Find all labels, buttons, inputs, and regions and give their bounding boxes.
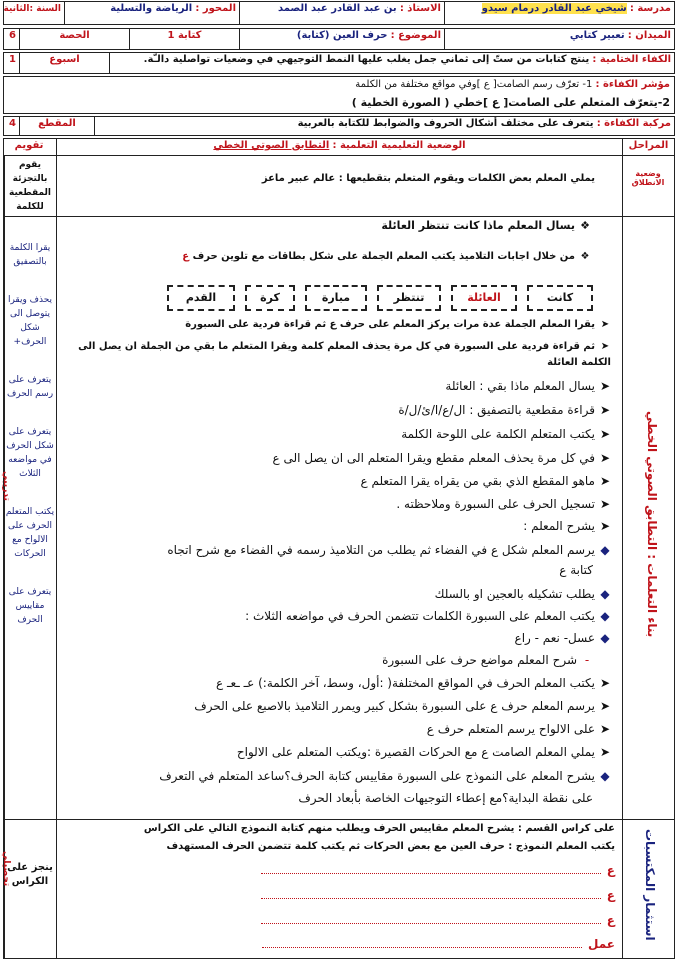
final-competency-cell [109,53,674,73]
school-name: شيخي عبد القادر درمام سيدو [481,3,627,14]
situation-label: الوضعية التعليمية التعلمية : [332,140,466,151]
build-side-tag: تدريبي [1,471,11,501]
indicator-line-1 [355,79,670,90]
build-q1: ❖يسال المعلم ماذا كانت تنتظر العائلة [381,219,590,232]
build-l2b: الكلمة العائلة [547,357,611,368]
launch-eval: يقوم بالتجزئة المقطعية للكلمة [9,160,51,212]
divider-invest [3,819,675,820]
launch-text: يملي المعلم بعض الكلمات ويقوم المتعلم بتقطيعها : عالم عبير ماعز [261,173,595,184]
indicator-2: 2-يتعرّف المتعلم على الصامت[ ع ]خطي ( الصورة الخطية ) [351,96,670,109]
invest-side-tag: تحصيلي [1,851,11,887]
final-competency-text: ينتج كتابات من ستّ إلى ثماني جمل يغلب عليها النمط التوجيهي في وضعيات تواصلية دالـّة. [143,54,590,65]
writing-line [261,898,601,899]
indicator-1: 1- تعرّف رسم الصامت[ ع ]وفي مواقع مختلفة من الكلمة [355,79,593,90]
build-l15: ➤يكتب المعلم الحرف في المواقع المختلفة( :أول، وسط، آخر الكلمة:) عـ ـعـ ع [216,676,611,690]
build-q2: ❖من خلال اجابات التلاميذ يكتب المعلم الجملة على شكل بطاقات مع تلوين حرف ع [182,251,590,262]
letter-highlight: ع [182,251,190,262]
situation-head [56,139,622,155]
word-card: كانت [527,285,593,311]
build-eval-6: يتعرف على مقاييس الحرف [8,587,52,625]
week-num: 1 [9,54,16,65]
topic-value: حرف العين (كتابة) [296,30,388,41]
axis-label: المحور : [195,3,236,14]
build-l8: ➤تسجيل الحرف على السبورة وملاحظته . [396,497,611,511]
writing-line [262,947,582,948]
topic-cell [239,29,444,49]
final-competency-label: الكفاء الختامية : [592,54,671,65]
component-text: يتعرف على مختلف أشكال الحروف والضوابط للكتابة بالعربية [297,118,594,129]
build-l10b: كتابة ع [559,563,593,577]
segment-num-cell [2,117,19,135]
table-head-row [3,138,675,156]
build-eval-column [5,241,55,627]
evaluation-head [2,139,56,155]
teacher-label: الاستاذ : [399,3,441,14]
session-cell [129,29,239,49]
word-card: تنتظر [377,285,441,311]
invest-row-2: ع [261,888,615,902]
build-stage-label: بناء التعلمات : التطابق الصوتي الخطي [645,411,659,638]
evaluation-label: تقويم [14,140,44,151]
invest-text-2: يكتب المعلم النموذج : حرف العين مع بعض الحركات ثم يكتب كلمة تتضمن الحرف المستهدف [166,841,615,852]
word-card: كرة [245,285,295,311]
week-cell [19,53,109,73]
build-l3: ➤يسال المعلم ماذا بقي : العائلة [445,379,611,393]
school-label: مدرسة : [629,3,671,14]
build-l11: ◆يطلب تشكيله بالعجين او بالسلك [434,587,610,601]
year-value: السنة :الثانية [3,4,61,14]
component-row [3,116,675,136]
build-l14: -شرح المعلم مواضع حرف على السبورة [382,653,590,667]
invest-row-4: عمل [262,937,615,951]
lesson-num: 6 [9,30,16,41]
build-l10: ◆يرسم المعلم شكل ع في الفضاء ثم يطلب من التلاميذ رسمه في الفضاء مع شرح اتجاه [167,543,610,557]
invest-text-1: على كراس القسم : يشرح المعلم مقاييس الحرف ويطلب منهم كتابة النموذج التالي على الكراس [143,823,615,834]
build-l18: ➤يملي المعلم الصامت ع مع الحركات القصيرة :ويكتب المتعلم على الالواح [236,745,611,759]
session-value: كتابة 1 [167,30,202,41]
year-cell [2,2,64,24]
build-l2: ➤ثم قراءة فردية على السبورة في كل مرة يحذف المعلم كلمة ويقرا المتعلم ما بقي من الجملة ان يصل الى [78,341,610,352]
lesson-sheet [3,1,675,959]
axis-cell [64,2,239,24]
week-num-cell [2,53,19,73]
launch-stage-label: وضعية الانطلاق [631,169,665,187]
week-label: اسبوع [49,54,80,65]
word-card: القدم [167,285,235,311]
word-card: العائلة [451,285,517,311]
topic-label: الموضوع : [390,30,441,41]
build-eval-2: يحذف ويقرا يتوصل الى شكل الحرف+ [7,295,53,347]
header-row-2 [3,28,675,50]
divider-stages [622,156,623,959]
lesson-label: الحصة [59,30,90,41]
teacher-cell [239,2,444,24]
domain-cell [444,29,674,49]
build-eval-5: يكتب المتعلم الحرف على الالواح مع الحركات [5,507,55,559]
invest-eval: ينجز على الكراس [7,862,53,887]
domain-label: الميدان : [627,30,671,41]
build-l17: ➤على الالواح يرسم المتعلم حرف ع [426,722,611,736]
build-l12: ◆يكتب المعلم على السبورة الكلمات تتضمن الحرف في مواضعه الثلاث : [245,609,610,623]
school-cell [444,2,674,24]
build-l1: ➤يقرا المعلم الجملة عدة مرات يركز المعلم على حرف ع ثم قراءة فردية على السبورة [185,319,610,330]
axis-value: الرياضة والتسلية [110,3,193,14]
lesson-num-cell [2,29,19,49]
build-l6: ➤في كل مرة يحذف المعلم مقطع ويقرا المتعلم الى ان يصل الى ع [272,451,611,465]
domain-value: تعبير كتابي [569,30,625,41]
build-eval-3: يتعرف على رسم الحرف [6,375,54,399]
header-row-1 [3,1,675,25]
invest-stage-label: استثمار المكتسبات [643,829,657,941]
build-eval-4: يتعرف على شكل الحرف في مواضعه الثلاث [6,427,54,479]
build-l16: ➤يرسم المعلم حرف ع على السبورة بشكل كبير ويمرر التلاميذ بالاصبع على الحرف [194,699,611,713]
segment-num: 4 [9,118,16,129]
invest-row-3: ع [261,913,615,927]
component-label: مركبة الكفاءة : [596,118,671,129]
teacher-name: بن عبد القادر عبد الصمد [278,3,397,14]
segment-label: المقطع [38,118,76,129]
situation-value: التطابق الصوتي الخطي [213,140,330,151]
build-l19: ◆يشرح المعلم على النموذج على السبورة مقاييس كتابة الحرف؟ساعد المتعلم في التعرف [159,769,610,783]
final-competency-row [3,52,675,74]
build-l13: ◆عسل- نعم - راع [514,631,610,645]
lesson-cell [19,29,129,49]
stages-head [622,139,674,155]
indicator-label: مؤشر الكفاءة : [595,79,670,90]
invest-row-1: ع [261,863,615,877]
segment-cell [19,117,94,135]
writing-line [261,923,601,924]
indicator-row [3,76,675,114]
build-l9: ➤يشرح المعلم : [523,519,611,533]
component-cell [94,117,674,135]
build-l19b: على نقطة البداية؟مع إعطاء التوجيهات الخاصة بأبعاد الحرف [298,791,593,805]
build-l4: ➤قراءة مقطعية بالتصفيق : ال/ع/ا/ئ/ل/ة [398,403,611,417]
build-l5: ➤يكتب المتعلم الكلمة على اللوحة الكلمة [401,427,611,441]
build-content [59,217,621,817]
build-l7: ➤ماهو المقطع الذي بقي من يقراه يقرا المتعلم ع [360,474,611,488]
build-eval-1: يقرا الكلمة بالتصفيق [9,243,51,267]
divider-eval [56,156,57,959]
word-card: مبارة [305,285,367,311]
writing-line [261,873,601,874]
stages-label: المراحل [628,140,669,151]
